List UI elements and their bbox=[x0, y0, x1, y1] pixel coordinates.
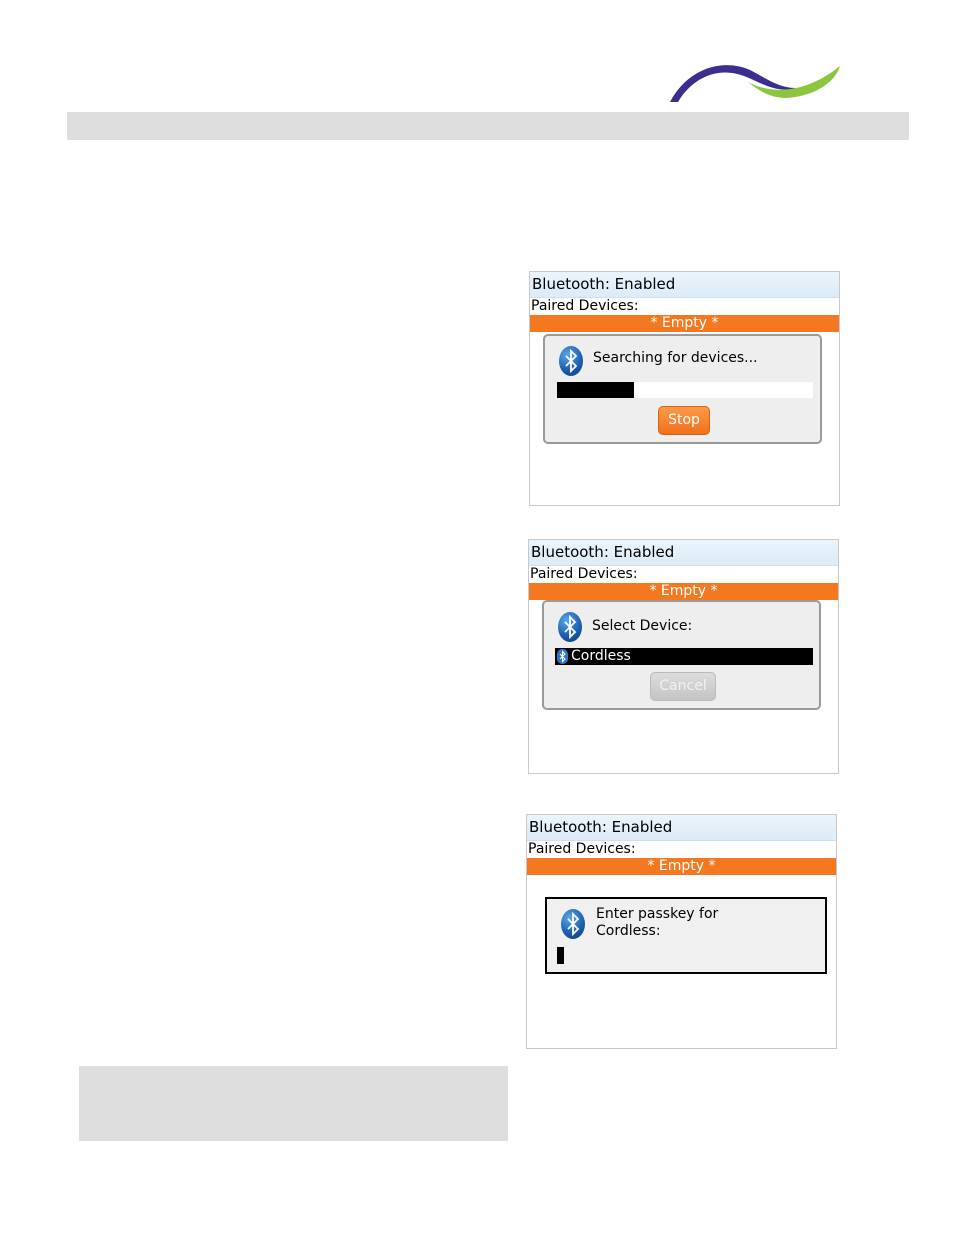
screen-title: Bluetooth: Enabled bbox=[529, 540, 838, 566]
select-device-dialog bbox=[542, 600, 821, 710]
screen-title: Bluetooth: Enabled bbox=[527, 815, 836, 841]
bluetooth-screen-passkey bbox=[526, 814, 837, 1049]
cancel-button[interactable]: Cancel bbox=[650, 672, 716, 701]
device-name: Cordless bbox=[571, 648, 631, 664]
dialog-message-line1: Enter passkey for bbox=[596, 906, 719, 922]
paired-devices-label: Paired Devices: bbox=[530, 566, 638, 582]
bluetooth-small-icon bbox=[557, 649, 568, 664]
paired-devices-empty: * Empty * bbox=[527, 858, 836, 875]
progress-fill bbox=[557, 382, 634, 398]
header-bar bbox=[67, 112, 909, 140]
dialog-message-line2: Cordless: bbox=[596, 923, 661, 939]
device-list-item[interactable] bbox=[555, 648, 813, 665]
stop-button[interactable]: Stop bbox=[658, 406, 710, 435]
bluetooth-icon bbox=[561, 909, 585, 939]
bluetooth-icon bbox=[559, 346, 583, 376]
dialog-message: Select Device: bbox=[592, 618, 693, 634]
bluetooth-screen-select-device bbox=[528, 539, 839, 774]
screen-title: Bluetooth: Enabled bbox=[530, 272, 839, 298]
paired-devices-empty: * Empty * bbox=[530, 315, 839, 332]
paired-devices-label: Paired Devices: bbox=[531, 298, 639, 314]
passkey-input[interactable] bbox=[557, 947, 564, 964]
paired-devices-empty: * Empty * bbox=[529, 583, 838, 600]
paired-devices-label: Paired Devices: bbox=[528, 841, 636, 857]
dialog-message: Searching for devices... bbox=[593, 350, 758, 366]
company-logo bbox=[668, 58, 843, 104]
bluetooth-icon bbox=[558, 612, 582, 642]
note-box bbox=[79, 1066, 508, 1141]
bluetooth-screen-searching bbox=[529, 271, 840, 506]
passkey-dialog bbox=[545, 897, 827, 974]
searching-dialog bbox=[543, 334, 822, 444]
search-progress-bar bbox=[557, 382, 813, 398]
